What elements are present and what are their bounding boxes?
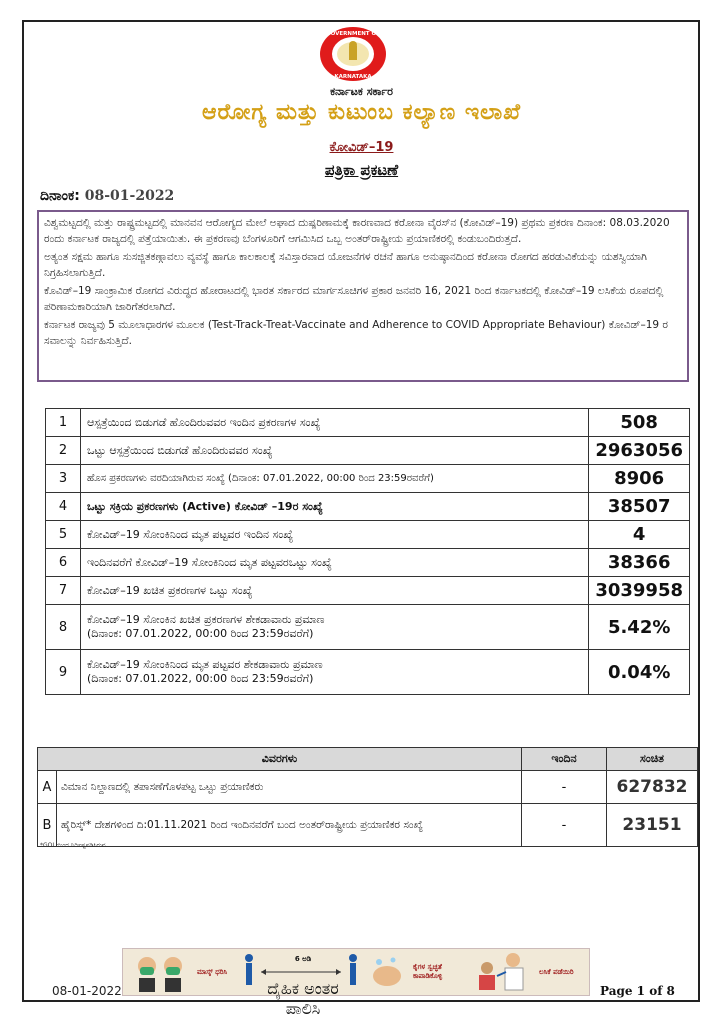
- row-label: [81, 605, 589, 650]
- row-today: -: [522, 804, 607, 847]
- intro-paragraph: ಅತ್ಯಂತ ಸಕ್ಷಮ ಹಾಗೂ ಸುಸಜ್ಜಿತಕಣ್ಗಾವಲು ವ್ಯವಸ್ಥೆ ಹಾಗೂ ಕಾಲಕಾಲಕ್ಕೆ ಸವಿಸ್ತಾರವಾದ ಯೋಜನೆಗಳ ರಚನೆ ಹಾಗೂ ಅನುಷ್ಠಾನದಿಂದ ಕರೋನಾ ರೋಗದ ಹರಡುವಿಕೆಯನ್ನು ಯಶಸ್ವಿಯಾಗಿ ನಿಗ್ರಹಿಸಲಾಗುತ್ತಿದೆ.: [44, 251, 647, 279]
- row-value: 8906: [589, 465, 690, 493]
- row-value: 3039958: [589, 577, 690, 605]
- date-value: 08-01-2022: [84, 188, 175, 204]
- table-row: [46, 577, 690, 605]
- date-label: ದಿನಾಂಕ:: [40, 188, 80, 204]
- row-value: 4: [589, 521, 690, 549]
- row-label: ಹೈರಿಸ್ಕ್* ದೇಶಗಳಿಂದ ದಿ:01.11.2021 ರಿಂದ ಇಂದಿನವರೆಗೆ ಬಂದ ಅಂತರ್‌ರಾಷ್ಟ್ರೀಯ ಪ್ರಯಾಣಿಕರ ಸಂಖ್ಯೆ: [57, 804, 522, 847]
- row-number: 7: [46, 577, 81, 605]
- row-key: A: [38, 771, 57, 804]
- hands-caption: ಕೈಗಳ ಸ್ವಚ್ಛತೆ ಕಾಪಾಡಿಕೊಳ್ಳಿ: [413, 963, 443, 980]
- footer-date: 08-01-2022: [52, 984, 122, 998]
- row-total: 23151: [607, 804, 698, 847]
- table-row: [46, 493, 690, 521]
- table-row: [46, 409, 690, 437]
- row-key: B: [38, 804, 57, 847]
- intro-box: [37, 210, 689, 382]
- distance-top-caption: 6 ಅಡಿ: [294, 955, 312, 963]
- table-row: [38, 804, 698, 847]
- row-label-main: ಕೋವಿಡ್–19 ಸೋಂಕಿನ ಖಚಿತ ಪ್ರಕರಣಗಳ ಶೇಕಡಾವಾರು ಪ್ರಮಾಣ: [87, 613, 325, 626]
- row-number: 9: [46, 650, 81, 695]
- row-label: ಇಂದಿನವರೆಗೆ ಕೋವಿಡ್–19 ಸೋಂಕಿನಿಂದ ಮೃತ ಪಟ್ಟವರಒಟ್ಟು ಸಂಖ್ಯೆ: [81, 549, 589, 577]
- row-label: ಹೊಸ ಪ್ರಕರಣಗಳು ವರದಿಯಾಗಿರುವ ಸಂಖ್ಯೆ (ದಿನಾಂಕ: 07.01.2022, 00:00 ರಿಂದ 23:59ರವರೆಗೆ): [81, 465, 589, 493]
- row-label: ಆಸ್ಪತ್ರೆಯಿಂದ ಬಿಡುಗಡೆ ಹೊಂದಿರುವವರ ಇಂದಿನ ಪ್ರಕರಣಗಳ ಸಂಖ್ಯೆ: [81, 409, 589, 437]
- row-label: ಕೋವಿಡ್–19 ಖಚಿತ ಪ್ರಕರಣಗಳ ಒಟ್ಟು ಸಂಖ್ಯೆ: [81, 577, 589, 605]
- travel-stats-table: [37, 747, 698, 847]
- footer-page-number: Page 1 of 8: [600, 984, 675, 998]
- row-number: 1: [46, 409, 81, 437]
- hands-segment: [367, 949, 472, 995]
- intro-paragraph: ವಿಶ್ವಮಟ್ಟದಲ್ಲಿ ಮತ್ತು ರಾಷ್ಟ್ರಮಟ್ಟದಲ್ಲಿ ಮಾನವನ ಆರೋಗ್ಯದ ಮೇಲೆ ಅಘಾದ ದುಷ್ಪರಿಣಾಮಕ್ಕೆ ಕಾರಣವಾದ ಕರೋನಾ ವೈರಸ್‌ನ (ಕೋವಿಡ್–19) ಪ್ರಥಮ ಪ್ರಕರಣ ದಿನಾಂಕ: 08.03.2020 ರಂದು ಕರ್ನಾಟಕ ರಾಜ್ಯದಲ್ಲಿ ಪತ್ತೆಯಾಯಿತು. ಈ ಪ್ರಕರಣವು ಬೆಂಗಳೂರಿಗೆ ಆಗಮಿಸಿದ ಒಬ್ಬ ಅಂತರ್‌ರಾಷ್ಟ್ರೀಯ ಪ್ರಯಾಣಿಕರಲ್ಲಿ ಕಂಡುಬಂದಿರುತ್ತದೆ.: [44, 217, 670, 245]
- table-row: [46, 605, 690, 650]
- mask-icon: [131, 952, 191, 992]
- row-label-sub: (ದಿನಾಂಕ: 07.01.2022, 00:00 ರಿಂದ 23:59ರವರೆಗೆ): [87, 627, 314, 640]
- row-value: 508: [589, 409, 690, 437]
- row-label-main: ಕೋವಿಡ್–19 ಸೋಂಕಿನಿಂದ ಮೃತ ಪಟ್ಟವರ ಶೇಕಡಾವಾರು ಪ್ರಮಾಣ: [87, 658, 323, 671]
- mask-segment: [131, 949, 241, 995]
- table-header-row: [38, 748, 698, 771]
- row-value: 5.42%: [589, 605, 690, 650]
- covid-title: ಕೋವಿಡ್–19: [329, 140, 394, 155]
- table-row: [46, 549, 690, 577]
- row-value: 38366: [589, 549, 690, 577]
- row-number: 6: [46, 549, 81, 577]
- mask-caption: ಮಾಸ್ಕ್ ಧರಿಸಿ: [197, 967, 228, 976]
- row-value: 38507: [589, 493, 690, 521]
- department-title: ಆರೋಗ್ಯ ಮತ್ತು ಕುಟುಂಬ ಕಲ್ಯಾಣ ಇಲಾಖೆ: [201, 100, 522, 125]
- row-label: ವಿಮಾನ ನಿಲ್ದಾಣದಲ್ಲಿ ತಪಾಸಣೆಗೊಳಪಟ್ಟ ಒಟ್ಟು ಪ್ರಯಾಣಿಕರು: [57, 771, 522, 804]
- row-total: 627832: [607, 771, 698, 804]
- table-row: [38, 771, 698, 804]
- row-label: ಒಟ್ಟು ಆಸ್ಪತ್ರೆಯಿಂದ ಬಿಡುಗಡೆ ಹೊಂದಿರುವವರ ಸಂಖ್ಯೆ: [81, 437, 589, 465]
- emblem-text-bottom: KARNATAKA: [334, 74, 372, 80]
- row-today: -: [522, 771, 607, 804]
- table-row: [46, 465, 690, 493]
- table-row: [46, 437, 690, 465]
- release-date: [40, 188, 174, 204]
- emblem-text-top: GOVERNMENT OF: [326, 31, 380, 37]
- row-number: 4: [46, 493, 81, 521]
- intro-paragraph: ಕರ್ನಾಟಕ ರಾಜ್ಯವು 5 ಮೂಲಾಧಾರಗಳ ಮೂಲಕ (Test-Track-Treat-Vaccinate and Adherence to COVID Appropriate Behaviour) ಕೋವಿಡ್–19 ರ ಸವಾಲನ್ನು ನಿರ್ವಹಿಸುತ್ತಿದೆ.: [44, 319, 668, 347]
- table-row: [46, 521, 690, 549]
- footnote: *GOI ಯಿಂದ ನಿರ್ದಿಷ್ಟಪಡಿಸಿರುವ: [40, 842, 106, 849]
- karnataka-emblem-icon: [318, 26, 388, 82]
- row-number: 3: [46, 465, 81, 493]
- header-cumulative: ಸಂಚಿತ: [607, 748, 698, 771]
- row-number: 2: [46, 437, 81, 465]
- covid-stats-table: [45, 408, 690, 695]
- row-label: ಒಟ್ಟು ಸಕ್ರಿಯ ಪ್ರಕರಣಗಳು (Active) ಕೋವಿಡ್ –19ರ ಸಂಖ್ಯೆ: [81, 493, 589, 521]
- row-value: 0.04%: [589, 650, 690, 695]
- distance-caption: ದೈಹಿಕ ಅಂತರ ಪಾಲಿಸಿ: [267, 979, 339, 1018]
- government-name: ಕರ್ನಾಟಕ ಸರ್ಕಾರ: [330, 85, 393, 98]
- handwash-icon: [367, 952, 407, 992]
- header-details: ವಿವರಗಳು: [38, 748, 522, 771]
- row-number: 5: [46, 521, 81, 549]
- press-release-title: ಪತ್ರಿಕಾ ಪ್ರಕಟಣೆ: [324, 161, 399, 179]
- vaccine-caption: ಲಸಿಕೆ ಪಡೆಯಿರಿ: [539, 967, 574, 976]
- row-label-sub: (ದಿನಾಂಕ: 07.01.2022, 00:00 ರಿಂದ 23:59ರವರೆಗೆ): [87, 672, 314, 685]
- header-today: ಇಂದಿನ: [522, 748, 607, 771]
- row-value: 2963056: [589, 437, 690, 465]
- covid-appropriate-behaviour-banner: [122, 948, 590, 1018]
- vaccine-icon: [473, 950, 529, 994]
- intro-paragraph: ಕೊವಿಡ್–19 ಸಾಂಕ್ರಾಮಿಕ ರೋಗದ ವಿರುದ್ಧದ ಹೋರಾಟದಲ್ಲಿ ಭಾರತ ಸರ್ಕಾರದ ಮಾರ್ಗಸೂಚಿಗಳ ಪ್ರಕಾರ ಜನವರಿ 16, 2021 ರಿಂದ ಕರ್ನಾಟಕದಲ್ಲಿ ಕೋವಿಡ್–19 ಲಸಿಕೆಯ ರೂಪದಲ್ಲಿ ಪರಿಣಾಮಕಾರಿಯಾಗಿ ಜಾರಿಗೆತರಲಾಗಿದೆ.: [44, 285, 664, 313]
- row-label: [81, 650, 589, 695]
- vaccine-segment: [473, 949, 589, 995]
- row-number: 8: [46, 605, 81, 650]
- row-label: ಕೋವಿಡ್–19 ಸೋಂಕಿನಿಂದ ಮೃತ ಪಟ್ಟವರ ಇಂದಿನ ಸಂಖ್ಯೆ: [81, 521, 589, 549]
- table-row: [46, 650, 690, 695]
